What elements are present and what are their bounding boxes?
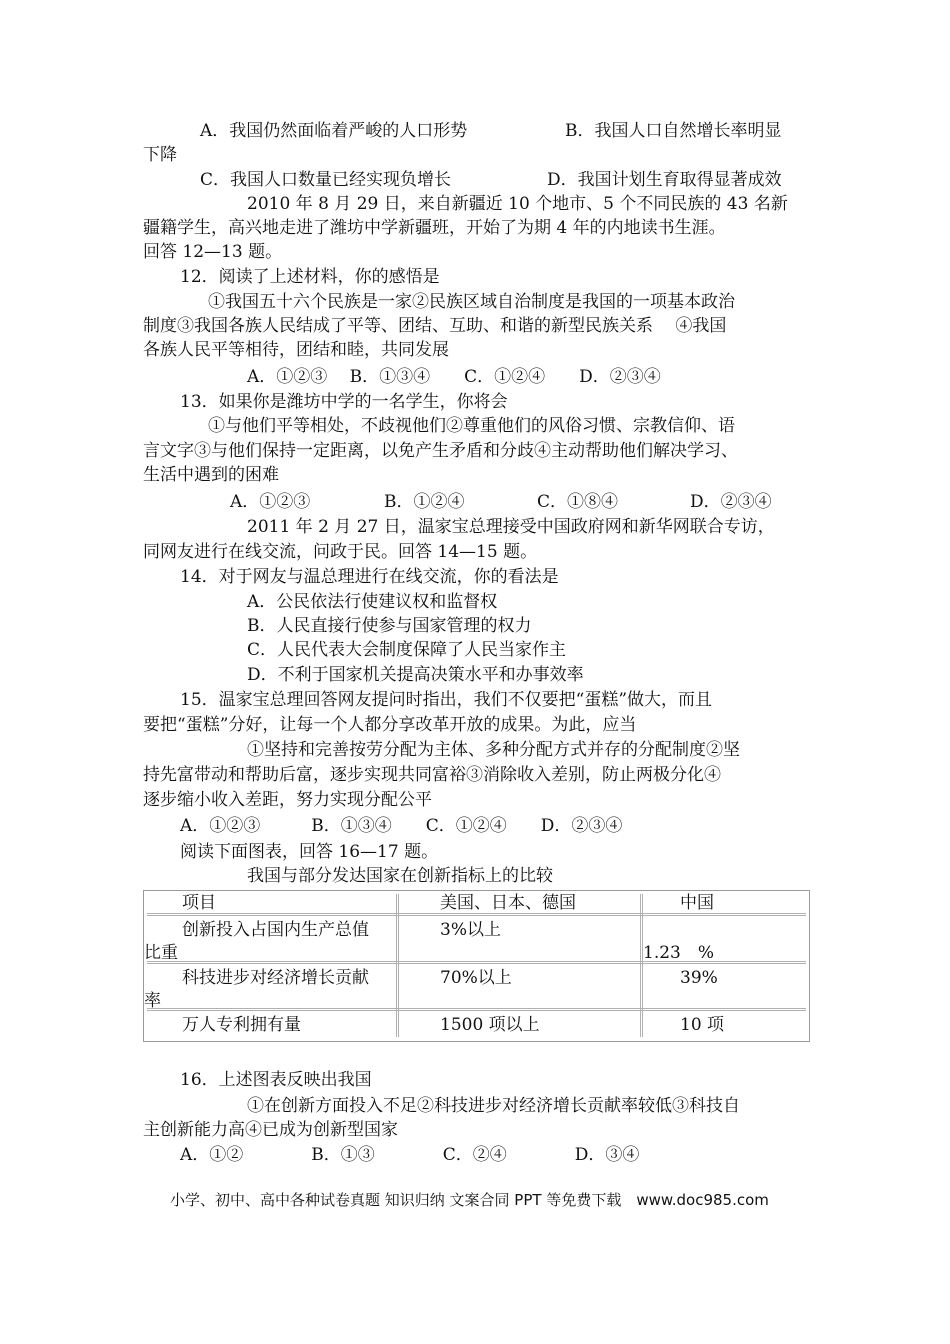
question-16-statement: ①在创新方面投入不足②科技进步对经济增长贡献率较低③科技自	[247, 1096, 740, 1116]
option-11d: D．我国计划生育取得显著成效	[547, 170, 782, 190]
option-14a: A．公民依法行使建议权和监督权	[247, 592, 498, 612]
table-divider	[147, 1008, 806, 1011]
material-line: 2010 年 8 月 29 日，来自新疆近 10 个地市、5 个不同民族的 43 名新	[247, 194, 788, 214]
question-16: 16．上述图表反映出我国	[180, 1070, 372, 1090]
table-header-developed: 美国、日本、德国	[440, 893, 576, 913]
table-column-divider	[396, 894, 399, 1037]
table-row-3-china: 10 项	[680, 1015, 725, 1035]
table-column-divider	[640, 894, 643, 1037]
option-11c: C．我国人口数量已经实现负增长	[200, 170, 452, 190]
question-15-statement: 逐步缩小收入差距，努力实现分配公平	[143, 790, 432, 810]
question-16-options: A．①② B．①③ C．②④ D．③④	[180, 1145, 640, 1165]
table-row-3-item: 万人专利拥有量	[182, 1015, 301, 1035]
option-13c: C．①⑧④	[537, 492, 619, 512]
table-row-2-developed: 70%以上	[440, 968, 512, 988]
question-15-statement: 持先富带动和帮助后富，逐步实现共同富裕③消除收入差别，防止两极分化④	[143, 765, 721, 785]
question-15-options: A．①②③ B．①③④ C．①②④ D．②③④	[180, 816, 623, 836]
text-line: 下降	[143, 145, 177, 165]
material-line: 回答 12—13 题。	[143, 242, 283, 262]
page-footer: 小学、初中、高中各种试卷真题 知识归纳 文案合同 PPT 等免费下载 www.doc985.com	[170, 1191, 769, 1209]
question-13-statement: 言文字③与他们保持一定距离，以免产生矛盾和分歧④主动帮助他们解决学习、	[143, 441, 738, 461]
comparison-table	[143, 890, 810, 1042]
question-12-options: A．①②③ B．①③④ C．①②④ D．②③④	[247, 367, 661, 387]
table-header-item: 项目	[182, 893, 216, 913]
question-12-statement: ①我国五十六个民族是一家②民族区域自治制度是我国的一项基本政治	[208, 292, 735, 312]
question-12-statement: 制度③我国各族人民结成了平等、团结、互助、和谐的新型民族关系 ④我国	[143, 316, 727, 336]
question-15: 要把“蛋糕”分好，让每一个人都分享改革开放的成果。为此，应当	[143, 715, 637, 735]
option-13d: D．②③④	[690, 492, 772, 512]
table-row-2-item: 率	[144, 991, 161, 1011]
material-line: 疆籍学生，高兴地走进了潍坊中学新疆班，开始了为期 4 年的内地读书生涯。	[143, 218, 726, 238]
table-row-1-item: 创新投入占国内生产总值	[182, 920, 369, 940]
option-14c: C．人民代表大会制度保障了人民当家作主	[247, 640, 567, 660]
question-13-statement: ①与他们平等相处，不歧视他们②尊重他们的风俗习惯、宗教信仰、语	[208, 416, 735, 436]
question-13-statement: 生活中遇到的困难	[143, 465, 279, 485]
option-11a: A．我国仍然面临着严峻的人口形势	[200, 121, 468, 141]
question-13: 13．如果你是潍坊中学的一名学生，你将会	[180, 392, 508, 412]
table-intro: 阅读下面图表，回答 16—17 题。	[180, 842, 439, 862]
question-15-statement: ①坚持和完善按劳分配为主体、多种分配方式并存的分配制度②坚	[247, 740, 740, 760]
table-row-2-china: 39%	[680, 968, 718, 988]
material-line: 2011 年 2 月 27 日，温家宝总理接受中国政府网和新华网联合专访，	[247, 517, 775, 537]
table-row-1-developed: 3%以上	[440, 920, 501, 940]
option-14b: B．人民直接行使参与国家管理的权力	[247, 616, 532, 636]
option-13b: B．①②④	[384, 492, 465, 512]
table-title: 我国与部分发达国家在创新指标上的比较	[247, 866, 553, 886]
option-14d: D．不利于国家机关提高决策水平和办事效率	[247, 665, 584, 685]
table-row-1-china: 1.23 %	[643, 943, 715, 963]
question-14: 14．对于网友与温总理进行在线交流，你的看法是	[180, 567, 559, 587]
table-row-3-developed: 1500 项以上	[440, 1015, 540, 1035]
table-header-china: 中国	[680, 893, 714, 913]
option-13a: A．①②③	[230, 492, 311, 512]
table-row-2-item: 科技进步对经济增长贡献	[182, 968, 369, 988]
question-12: 12．阅读了上述材料，你的感悟是	[180, 267, 440, 287]
question-12-statement: 各族人民平等相待，团结和睦，共同发展	[143, 340, 449, 360]
material-line: 同网友进行在线交流，问政于民。回答 14—15 题。	[143, 542, 538, 562]
table-row-1-item: 比重	[144, 943, 178, 963]
option-11b: B．我国人口自然增长率明显	[565, 121, 782, 141]
question-15: 15．温家宝总理回答网友提问时指出，我们不仅要把“蛋糕”做大，而且	[180, 690, 713, 710]
question-16-statement: 主创新能力高④已成为创新型国家	[143, 1120, 398, 1140]
